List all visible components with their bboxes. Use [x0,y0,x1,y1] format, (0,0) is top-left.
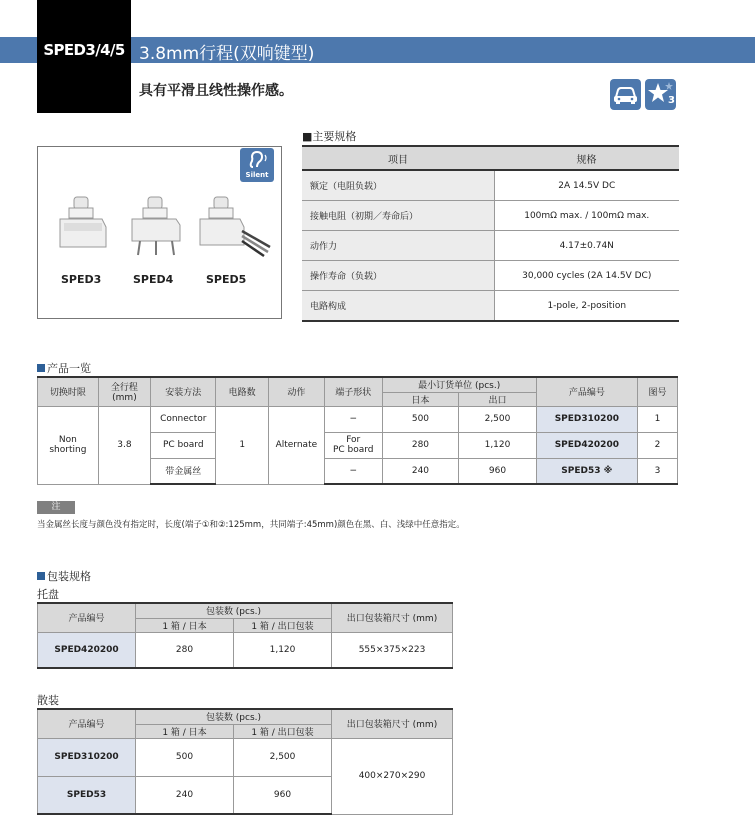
bulk-col-ex: 1 箱 / 出口包装 [234,724,332,738]
bulk-col-box: 出口包装箱尺寸 (mm) [332,709,453,738]
spec-item: 额定（电阻负载） [302,170,494,201]
product-label-sped4: SPED4 [133,273,174,286]
bulk-label: 散装 [37,694,59,707]
bulk-jp: 240 [136,776,234,814]
table-row [302,201,679,231]
tray-col-ex: 1 箱 / 出口包装 [234,618,332,632]
ear-icon [240,148,274,172]
col-terminal: 端子形状 [324,377,382,406]
cell-export: 1,120 [459,432,537,458]
silent-label: Silent [245,171,269,179]
spec-heading: ■主要规格 [302,130,357,143]
table-row [38,738,453,776]
sped5-switch [200,197,270,256]
spec-value: 4.17±0.74N [494,231,679,261]
star-rank-number: 3 [668,95,675,106]
cell-fig: 2 [637,432,677,458]
cell-mounting: 带金属丝 [151,458,216,484]
bulk-ex: 960 [234,776,332,814]
tray-ex: 1,120 [234,632,332,668]
car-icon [610,79,641,110]
spec-value: 2A 14.5V DC [494,170,679,201]
col-circuits: 电路数 [216,377,268,406]
bulk-part: SPED310200 [38,738,136,776]
bulk-box: 400×270×290 [332,738,453,814]
spec-table [302,145,679,322]
bulk-table [37,708,453,815]
cell-terminal: For PC board [324,432,382,458]
table-row [302,231,679,261]
bulk-ex: 2,500 [234,738,332,776]
spec-col-item: 项目 [302,146,494,170]
cell-travel: 3.8 [98,406,150,484]
col-export: 出口 [459,392,537,406]
cell-fig: 3 [637,458,677,484]
sped4-switch [132,197,180,255]
bulk-col-part: 产品编号 [38,709,136,738]
bulk-col-qty: 包装数 (pcs.) [136,709,332,724]
tray-col-box: 出口包装箱尺寸 (mm) [332,603,453,632]
spec-item: 电路构成 [302,291,494,322]
tray-col-jp: 1 箱 / 日本 [136,618,234,632]
bulk-col-jp: 1 箱 / 日本 [136,724,234,738]
spec-item: 动作力 [302,231,494,261]
note-text: 当金属丝长度与颜色没有指定时，长度(端子①和②:125mm，共同端子:45mm)颜色在黑、白、浅绿中任意指定。 [37,520,465,530]
switch-illustrations [48,195,278,270]
star-rank-icon [645,79,676,110]
col-part-no: 产品编号 [536,377,637,406]
cell-japan: 500 [382,406,459,432]
cell-terminal: − [324,458,382,484]
table-row [38,406,678,432]
tray-table [37,602,453,669]
cell-fig: 1 [637,406,677,432]
col-action: 动作 [268,377,324,406]
model-name: SPED3/4/5 [43,41,125,59]
table-row [38,632,453,668]
product-label-sped5: SPED5 [206,273,247,286]
bulk-jp: 500 [136,738,234,776]
cell-part-no: SPED420200 [536,432,637,458]
tray-part: SPED420200 [38,632,136,668]
sped3-switch [60,197,106,247]
cell-japan: 280 [382,432,459,458]
cell-export: 960 [459,458,537,484]
cell-part-no: SPED310200 [536,406,637,432]
tray-col-qty: 包装数 (pcs.) [136,603,332,618]
spec-value: 1-pole, 2-position [494,291,679,322]
spec-item: 接触电阻（初期／寿命后） [302,201,494,231]
col-travel: 全行程 (mm) [98,377,150,406]
table-row [302,261,679,291]
product-list-table [37,376,678,485]
col-fig: 图号 [637,377,677,406]
note-tag: 注 [37,501,75,514]
cell-circuits: 1 [216,406,268,484]
spec-item: 操作寿命（负载） [302,261,494,291]
col-moq: 最小订货单位 (pcs.) [382,377,536,392]
cell-export: 2,500 [459,406,537,432]
packing-heading: 包装规格 [37,568,91,584]
spec-value: 30,000 cycles (2A 14.5V DC) [494,261,679,291]
page-title: 3.8mm行程(双响键型) [139,44,315,64]
bulk-part: SPED53 [38,776,136,814]
col-switch-timing: 切换时限 [38,377,99,406]
cell-mounting: Connector [151,406,216,432]
cell-part-no: SPED53 ※ [536,458,637,484]
tray-label: 托盘 [37,588,59,601]
col-japan: 日本 [382,392,459,406]
table-row [302,291,679,322]
product-list-heading: 产品一览 [37,360,91,376]
spec-col-spec: 规格 [494,146,679,170]
tray-jp: 280 [136,632,234,668]
cell-terminal: − [324,406,382,432]
spec-value: 100mΩ max. / 100mΩ max. [494,201,679,231]
table-row [302,170,679,201]
product-label-sped3: SPED3 [61,273,102,286]
cell-japan: 240 [382,458,459,484]
cell-switch-timing: Non shorting [38,406,99,484]
tray-col-part: 产品编号 [38,603,136,632]
page-subtitle: 具有平滑且线性操作感。 [139,83,293,99]
tray-box: 555×375×223 [332,632,453,668]
col-mounting: 安装方法 [151,377,216,406]
silent-badge [240,148,274,182]
cell-mounting: PC board [151,432,216,458]
cell-action: Alternate [268,406,324,484]
